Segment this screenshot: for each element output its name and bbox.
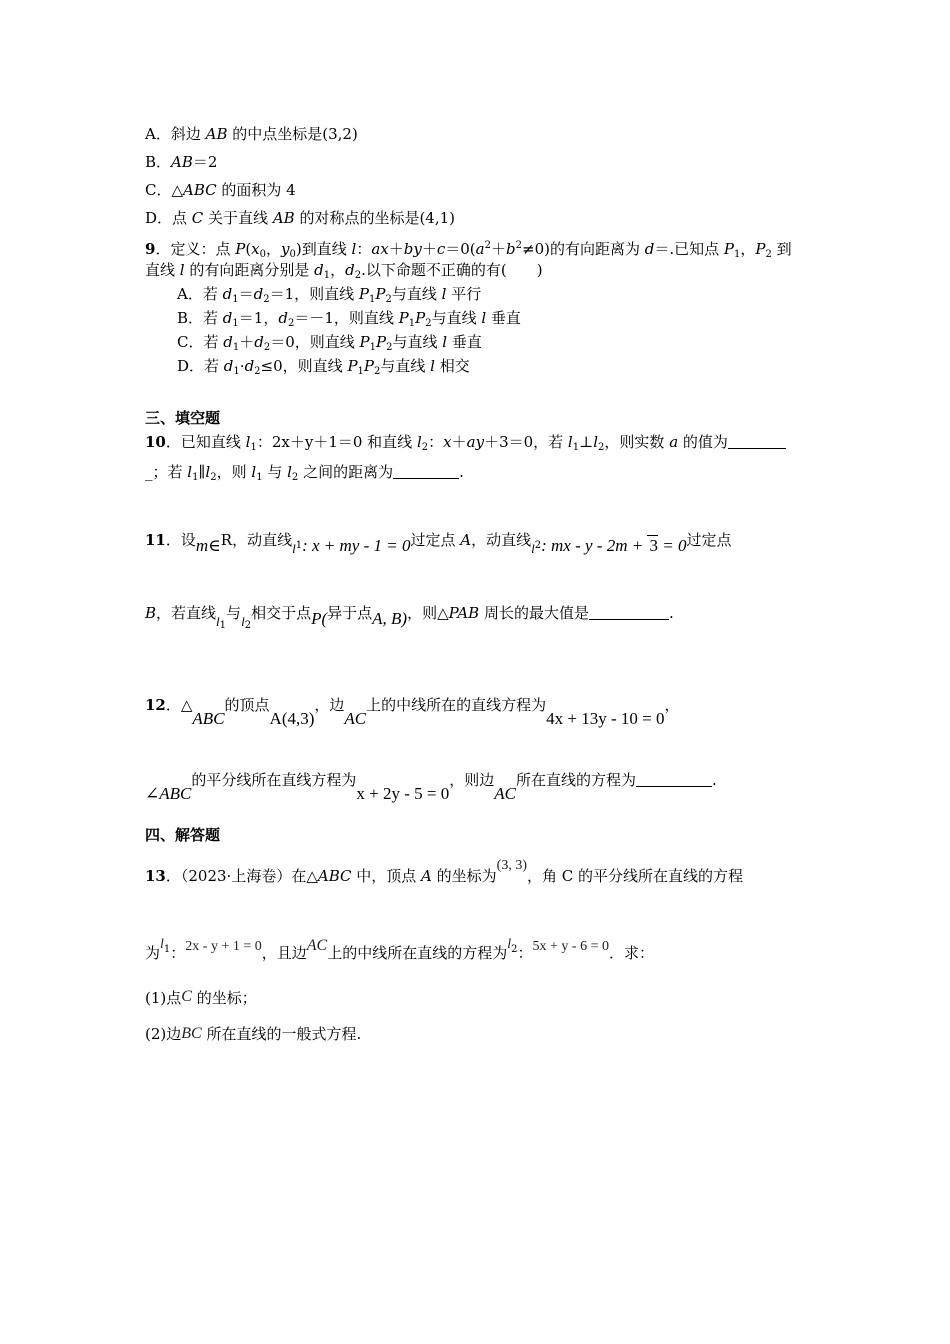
- q9-option-d: D．若 $d_1\cdot d_2\le 0$，则直线 $P_1P_2$与直线 l 相交: [177, 357, 470, 377]
- q13-line2: 为$l^1$：2x - y + 1 = 0，且边AC上的中线所在直线的方程为$l^2$：5x + y - 6 = 0．求：: [145, 937, 654, 962]
- q9-option-c: C．若 $d_1+d_2=0$，则直线 $P_1P_2$与直线 l 垂直: [177, 333, 482, 353]
- question-number: 11: [145, 531, 166, 549]
- q8-option-a: A．斜边 AB 的中点坐标是(3,2): [145, 125, 358, 143]
- answer-blank[interactable]: [636, 772, 712, 787]
- question-number: 10: [145, 433, 166, 451]
- q10-line1: 10．已知直线 $l_1$：2x＋y＋1＝0 和直线 $l_2$：x＋ay＋3＝0，若 $l_1\perp l_2$，则实数 a 的值为: [145, 432, 786, 458]
- q8-option-b: B．AB＝2: [145, 153, 218, 171]
- q9-option-a: A．若 $d_1=d_2=1$，则直线 $P_1P_2$与直线 l 平行: [177, 285, 482, 305]
- q12-line2: ∠ABC的平分线所在直线方程为x + 2y - 5 = 0，则边AC所在直线的方程为 .: [145, 771, 717, 803]
- q9-stem-line2: 直线 l 的有向距离分别是 $d_1$，$d_2$.以下命题不正确的有( ): [145, 261, 543, 281]
- answer-blank[interactable]: [728, 434, 786, 449]
- answer-blank[interactable]: [393, 464, 459, 479]
- section-heading-fill-in: 三、填空题: [145, 409, 221, 427]
- question-number: 12: [145, 696, 166, 714]
- q12-line1: 12．△ABC的顶点A(4,3)，边AC上的中线所在的直线方程为4x + 13y - 10 = 0，: [145, 696, 680, 728]
- q11-line2: B，若直线$l_1$与$l_2$相交于点P(异于点A, B)，则△PAB 周长的最大值是 .: [145, 604, 674, 631]
- q11-line1: 11．设m∈R，动直线$l_1$: x + my - 1 = 0过定点 A，动直线$l_2$: mx - y - 2m + 3 = 0过定点: [145, 531, 732, 556]
- answer-blank[interactable]: [589, 605, 669, 620]
- question-number: 13: [145, 867, 166, 885]
- q8-option-c: C．△ABC 的面积为 4: [145, 181, 296, 199]
- section-heading-solution: 四、解答题: [145, 826, 221, 844]
- q13-line1: 13．（2023·上海卷）在△ABC 中，顶点 A 的坐标为(3, 3)，角 C 的平分线所在直线的方程: [145, 858, 743, 885]
- q13-part1: (1)点C 的坐标；: [145, 988, 257, 1007]
- q9-option-b: B．若 $d_1=1$，$d_2=-1$，则直线 $P_1P_2$与直线 l 垂直: [177, 309, 521, 329]
- question-number: 9: [145, 240, 156, 258]
- q8-option-d: D．点 C 关于直线 AB 的对称点的坐标是(4,1): [145, 209, 456, 227]
- q9-stem-line1: 9．定义：点 $P(x_0$，$y_0$)到直线 l：$ax+by+c=0(a^2+b^2\ne 0)$的有向距离为 d＝.已知点 $P_1$，$P_2$ 到: [145, 240, 792, 260]
- q10-line2: _；若 $l_1\parallel l_2$，则 $l_1$ 与 $l_2$ 之间的距离为 .: [145, 463, 464, 483]
- q13-part2: (2)边BC 所在直线的一般式方程.: [145, 1025, 362, 1043]
